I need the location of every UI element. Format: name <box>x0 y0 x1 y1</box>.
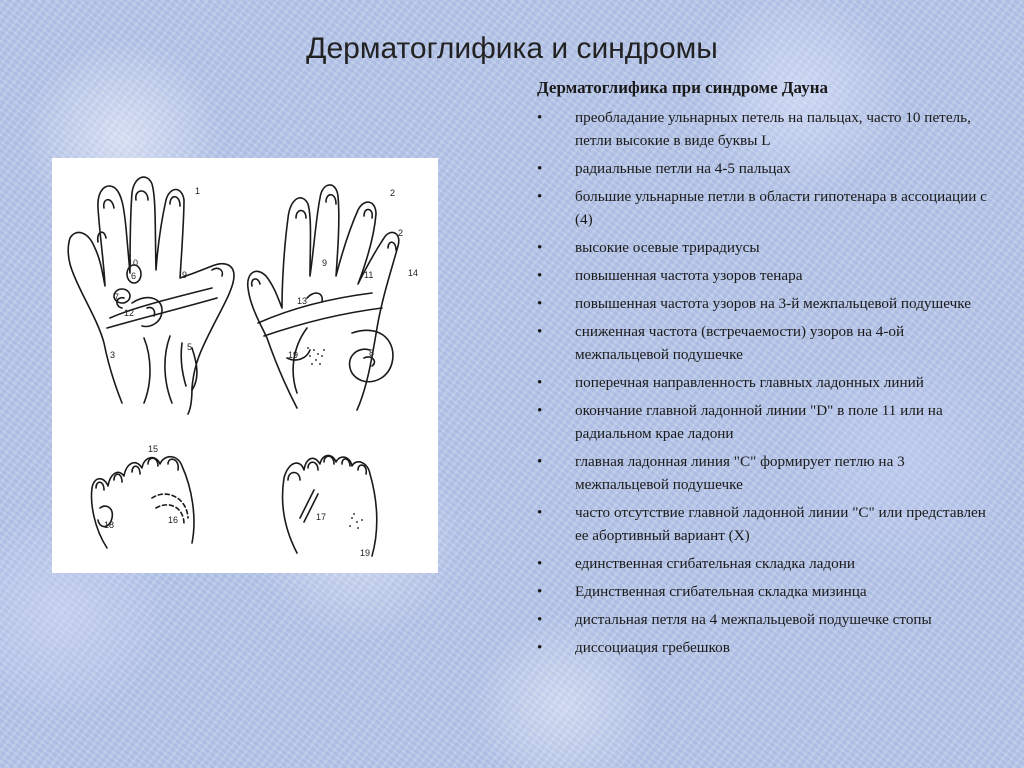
right-hand-labels <box>288 188 418 360</box>
feature-list <box>537 106 987 659</box>
list-item-text: повышенная частота узоров на 3-й межпальцевой подушечке <box>575 295 971 312</box>
figure-label: 9 <box>182 270 188 280</box>
right-foot-drawing <box>283 455 377 556</box>
list-item <box>537 157 987 180</box>
list-item-text: преобладание ульнарных петель на пальцах, часто 10 петель, петли высокие в виде буквы L <box>575 109 971 149</box>
bullet-icon: • <box>537 160 543 177</box>
figure-label: 16 <box>168 515 179 525</box>
bullet-icon: • <box>537 555 543 572</box>
list-item-text: сниженная частота (встречаемости) узоров на 4-ой межпальцевой подушечке <box>575 323 905 363</box>
bullet-icon: • <box>537 402 543 419</box>
figure-label: 10 <box>128 258 139 268</box>
list-item <box>537 608 987 631</box>
right-foot-labels <box>316 512 370 558</box>
bullet-icon: • <box>537 453 543 470</box>
figure-label: 1 <box>195 186 201 196</box>
list-item-text: диссоциация гребешков <box>575 639 730 656</box>
figure-label: 19 <box>288 350 299 360</box>
list-item-text: часто отсутствие главной ладонной линии "C" или представлен ее абортивный вариант (X) <box>575 504 986 544</box>
figure-label: 12 <box>124 308 135 318</box>
figure-label: 7 <box>114 292 120 302</box>
bullet-icon: • <box>537 374 543 391</box>
figure-label: 14 <box>408 268 419 278</box>
figure-label: 6 <box>131 271 137 281</box>
list-item-text: повышенная частота узоров тенара <box>575 267 803 284</box>
bullet-icon: • <box>537 611 543 628</box>
list-item-text: большие ульнарные петли в области гипотенара в ассоциации с (4) <box>575 188 987 228</box>
left-hand-drawing <box>68 177 234 414</box>
figure-label: 17 <box>316 512 327 522</box>
figure-label: 8 <box>369 348 375 358</box>
list-item-text: главная ладонная линия "C" формирует петлю на 3 межпальцевой подушечке <box>575 453 905 493</box>
slide-title: Дерматоглифика и синдромы <box>306 32 718 65</box>
right-hand-drawing <box>248 185 399 410</box>
list-item <box>537 264 987 287</box>
bullet-icon: • <box>537 295 543 312</box>
list-item-text: радиальные петли на 4-5 пальцах <box>575 160 791 177</box>
bullet-icon: • <box>537 267 543 284</box>
figure-label: 11 <box>364 270 374 280</box>
bullet-icon: • <box>537 323 543 340</box>
list-item <box>537 580 987 603</box>
list-item-text: высокие осевые трирадиусы <box>575 239 760 256</box>
figure-label: 2 <box>390 188 396 198</box>
figure-label: 3 <box>110 350 116 360</box>
figure-label: 2 <box>398 228 404 238</box>
figure-label: 9 <box>322 258 328 268</box>
list-item <box>537 450 987 496</box>
list-item-text: окончание главной ладонной линии "D" в поле 11 или на радиальном крае ладони <box>575 402 943 442</box>
list-item <box>537 292 987 315</box>
list-item-text: Единственная сгибательная складка мизинца <box>575 583 867 600</box>
syndrome-panel <box>537 78 987 664</box>
list-item <box>537 320 987 366</box>
figure-label: 19 <box>360 548 371 558</box>
bullet-icon: • <box>537 639 543 656</box>
figure-label: 5 <box>187 342 193 352</box>
section-subtitle: Дерматоглифика при синдроме Дауна <box>537 78 828 97</box>
list-item <box>537 501 987 547</box>
list-item <box>537 636 987 659</box>
list-item <box>537 236 987 259</box>
figure-label: 15 <box>148 444 159 454</box>
left-foot-drawing <box>92 457 194 548</box>
list-item-text: дистальная петля на 4 межпальцевой подушечке стопы <box>575 611 932 628</box>
dermatoglyphics-figure <box>52 158 438 573</box>
figure-label: 18 <box>104 520 115 530</box>
bullet-icon: • <box>537 109 543 126</box>
list-item <box>537 552 987 575</box>
figure-label: 13 <box>297 296 308 306</box>
right-foot-dots <box>349 513 363 529</box>
bullet-icon: • <box>537 188 543 205</box>
list-item <box>537 185 987 231</box>
list-item-text: единственная сгибательная складка ладони <box>575 555 855 572</box>
bullet-icon: • <box>537 583 543 600</box>
bullet-icon: • <box>537 239 543 256</box>
list-item <box>537 399 987 445</box>
bullet-icon: • <box>537 504 543 521</box>
list-item <box>537 371 987 394</box>
list-item <box>537 106 987 152</box>
list-item-text: поперечная направленность главных ладонных линий <box>575 374 924 391</box>
